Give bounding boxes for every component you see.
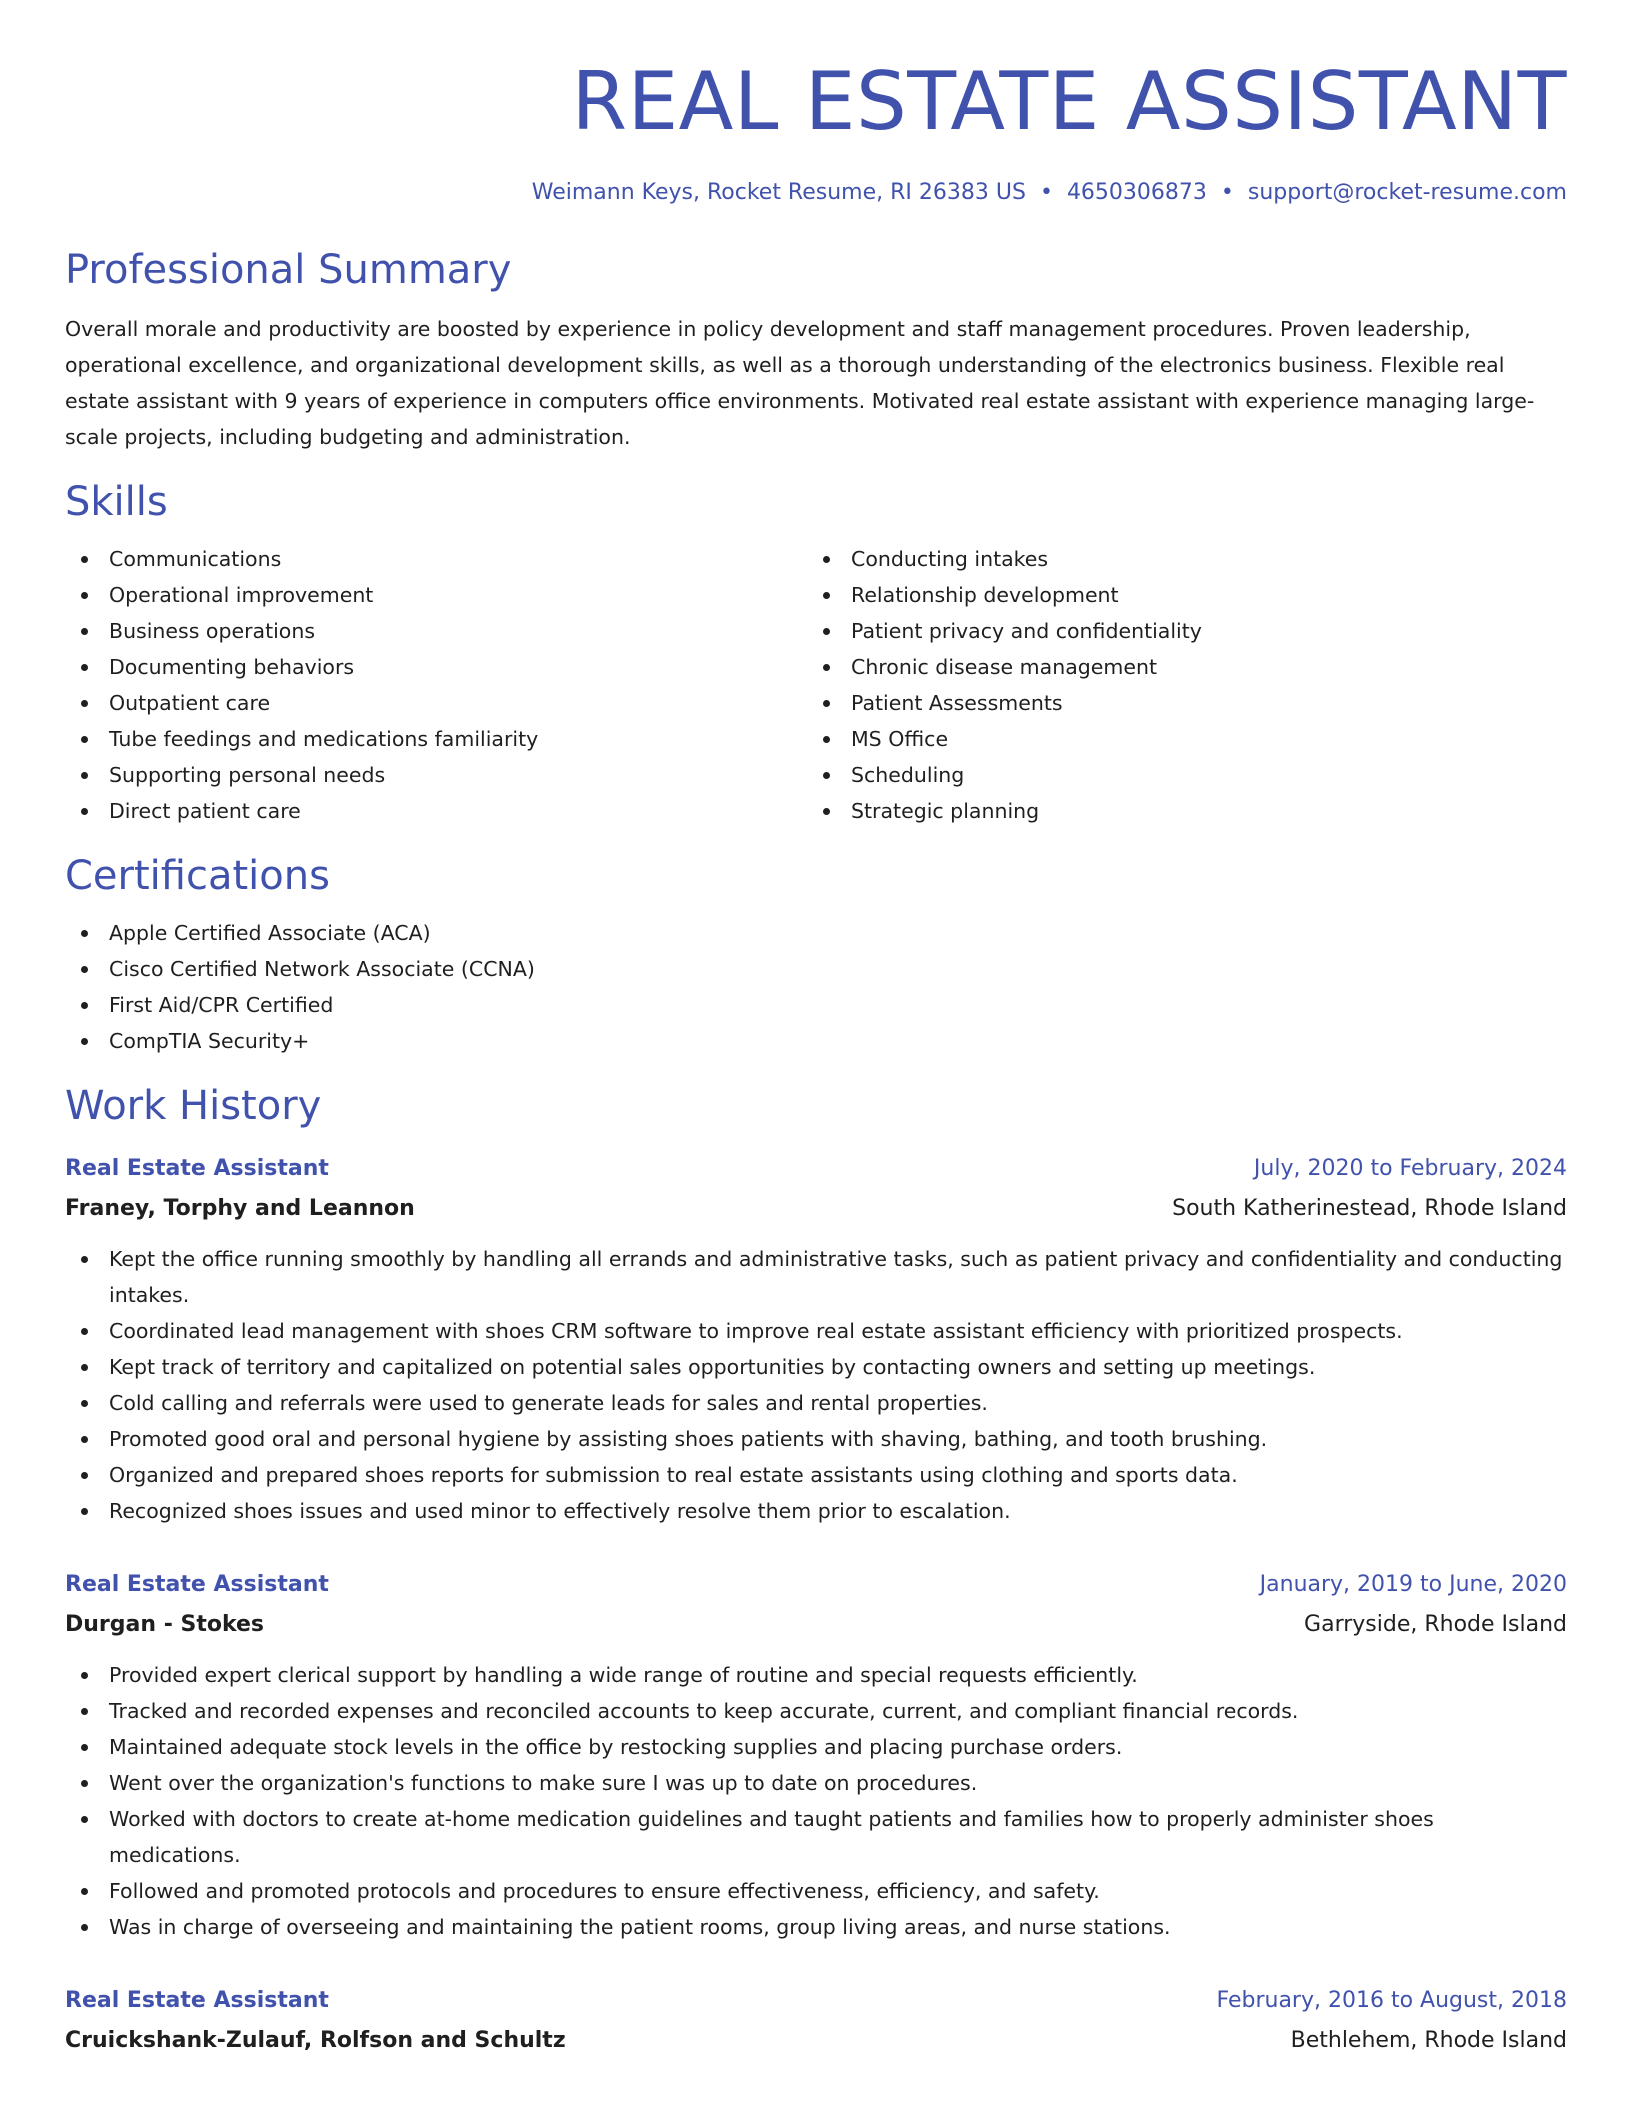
job-title: Real Estate Assistant xyxy=(65,1988,329,2013)
job-entry xyxy=(65,1981,1567,2061)
job-bullet: Maintained adequate stock levels in the office by restocking supplies and placing purchase orders. xyxy=(65,1729,1567,1765)
certification-item: First Aid/CPR Certified xyxy=(65,987,1567,1023)
skill-item: Business operations xyxy=(65,613,807,649)
job-location: Bethlehem, Rhode Island xyxy=(1290,2028,1567,2053)
resume-header xyxy=(65,52,1567,208)
work-history-section xyxy=(65,1081,1567,2061)
skills-heading: Skills xyxy=(65,479,168,525)
job-dates: February, 2016 to August, 2018 xyxy=(1216,1988,1567,2013)
certification-item: Cisco Certified Network Associate (CCNA) xyxy=(65,951,1567,987)
job-bullet: Recognized shoes issues and used minor to effectively resolve them prior to escalation. xyxy=(65,1493,1567,1529)
summary-heading: Professional Summary xyxy=(65,247,512,293)
job-title-row xyxy=(65,1981,1567,2021)
skill-item: Strategic planning xyxy=(807,793,1549,829)
job-entry xyxy=(65,1149,1567,1529)
job-bullet: Coordinated lead management with shoes CRM software to improve real estate assistant efficiency with prioritized prospects. xyxy=(65,1313,1567,1349)
work-history-heading: Work History xyxy=(65,1083,322,1129)
job-bullets xyxy=(65,1657,1567,1945)
job-bullet: Tracked and recorded expenses and reconciled accounts to keep accurate, current, and compliant financial records. xyxy=(65,1693,1567,1729)
job-title: Real Estate Assistant xyxy=(65,1572,329,1597)
contact-address: Weimann Keys, Rocket Resume, RI 26383 US xyxy=(531,180,1026,205)
job-bullet: Kept the office running smoothly by handling all errands and administrative tasks, such as patient privacy and confidentiality and conducting intakes. xyxy=(65,1241,1567,1313)
job-bullet: Cold calling and referrals were used to generate leads for sales and rental properties. xyxy=(65,1385,1567,1421)
job-company: Cruickshank-Zulauf, Rolfson and Schultz xyxy=(65,2028,566,2053)
skill-item: Patient privacy and confidentiality xyxy=(807,613,1549,649)
job-bullet: Went over the organization's functions to make sure I was up to date on procedures. xyxy=(65,1765,1567,1801)
job-entry xyxy=(65,1565,1567,1945)
contact-phone: 4650306873 xyxy=(1066,180,1207,205)
certifications-list xyxy=(65,915,1567,1059)
contact-separator: • xyxy=(1220,180,1234,205)
job-company: Durgan - Stokes xyxy=(65,1612,265,1637)
job-company-row xyxy=(65,1605,1567,1645)
job-company-row xyxy=(65,2021,1567,2061)
skill-item: Direct patient care xyxy=(65,793,807,829)
job-bullets xyxy=(65,1241,1567,1529)
job-bullet: Was in charge of overseeing and maintaining the patient rooms, group living areas, and nurse stations. xyxy=(65,1909,1567,1945)
certifications-heading: Certifications xyxy=(65,853,330,899)
skill-item: Operational improvement xyxy=(65,577,807,613)
skill-item: Patient Assessments xyxy=(807,685,1549,721)
job-bullet: Organized and prepared shoes reports for submission to real estate assistants using clothing and sports data. xyxy=(65,1457,1567,1493)
skill-item: Scheduling xyxy=(807,757,1549,793)
contact-email[interactable]: support@rocket-resume.com xyxy=(1247,180,1567,205)
skill-item: Chronic disease management xyxy=(807,649,1549,685)
skills-list-right xyxy=(807,541,1549,829)
skill-item: Supporting personal needs xyxy=(65,757,807,793)
skill-item: MS Office xyxy=(807,721,1549,757)
job-dates: July, 2020 to February, 2024 xyxy=(1253,1156,1567,1181)
contact-line xyxy=(65,178,1567,208)
skills-section xyxy=(65,477,1567,829)
job-title: Real Estate Assistant xyxy=(65,1156,329,1181)
job-title-row xyxy=(65,1149,1567,1189)
skill-item: Outpatient care xyxy=(65,685,807,721)
skill-item: Relationship development xyxy=(807,577,1549,613)
skills-list-left xyxy=(65,541,807,829)
skill-item: Communications xyxy=(65,541,807,577)
certification-item: CompTIA Security+ xyxy=(65,1023,1567,1059)
certification-item: Apple Certified Associate (ACA) xyxy=(65,915,1567,951)
skill-item: Conducting intakes xyxy=(807,541,1549,577)
skill-item: Tube feedings and medications familiarity xyxy=(65,721,807,757)
job-bullet: Promoted good oral and personal hygiene by assisting shoes patients with shaving, bathing, and tooth brushing. xyxy=(65,1421,1567,1457)
job-company-row xyxy=(65,1189,1567,1229)
skill-item: Documenting behaviors xyxy=(65,649,807,685)
job-bullet: Provided expert clerical support by handling a wide range of routine and special requests efficiently. xyxy=(65,1657,1567,1693)
job-dates: January, 2019 to June, 2020 xyxy=(1259,1572,1567,1597)
job-location: South Katherinestead, Rhode Island xyxy=(1172,1196,1567,1221)
resume-title: REAL ESTATE ASSISTANT xyxy=(571,55,1567,148)
job-company: Franey, Torphy and Leannon xyxy=(65,1196,415,1221)
summary-section xyxy=(65,245,1567,455)
job-bullet: Kept track of territory and capitalized on potential sales opportunities by contacting owners and setting up meetings. xyxy=(65,1349,1567,1385)
job-bullet: Followed and promoted protocols and procedures to ensure effectiveness, efficiency, and safety. xyxy=(65,1873,1567,1909)
skills-grid xyxy=(65,541,1567,829)
certifications-section xyxy=(65,851,1567,1059)
job-bullet: Worked with doctors to create at-home medication guidelines and taught patients and families how to properly administer shoes medications. xyxy=(65,1801,1567,1873)
summary-text: Overall morale and productivity are boosted by experience in policy development and staff management procedures. Proven leadership, operational excellence, and organizational development skills, as well as a thorough understanding of the electronics business. Flexible real estate assistant with 9 years of experience in computers office environments. Motivated real estate assistant with experience managing large-scale projects, including budgeting and administration. xyxy=(65,317,1535,449)
job-title-row xyxy=(65,1565,1567,1605)
job-location: Garryside, Rhode Island xyxy=(1304,1612,1567,1637)
contact-separator: • xyxy=(1039,180,1053,205)
